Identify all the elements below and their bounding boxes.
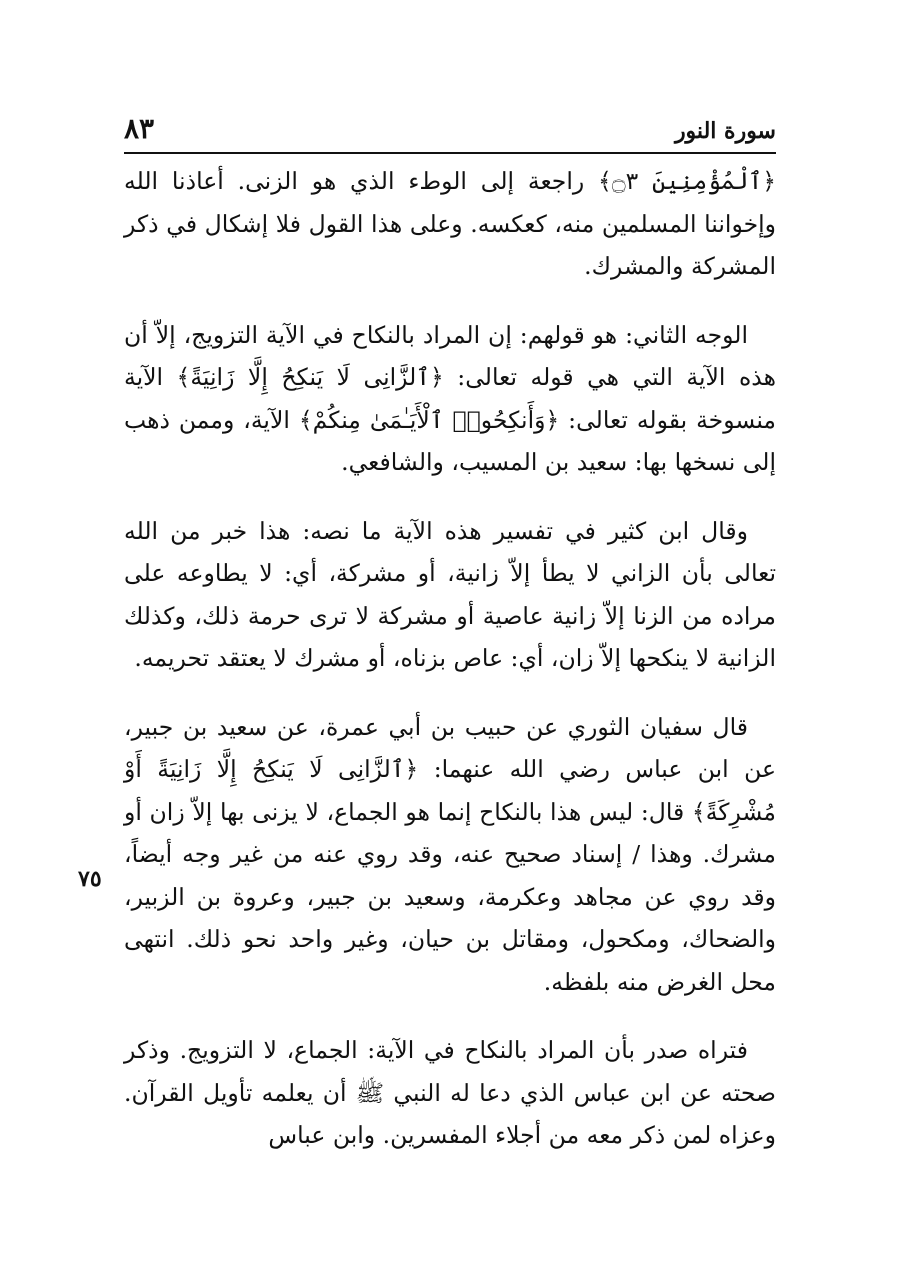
page-header bbox=[124, 108, 776, 152]
margin-manuscript-number: ٧٥ bbox=[78, 866, 102, 892]
page-body bbox=[124, 160, 776, 1157]
paragraph-5: فتراه صدر بأن المراد بالنكاح في الآية: الجماع، لا التزويج. وذكر صحته عن ابن عباس الذي دعا له النبي ﷺ أن يعلمه تأويل القرآن. وعزاه لمن ذكر معه من أجلاء المفسرين. وابن عباس bbox=[124, 1036, 776, 1149]
paragraph-3: وقال ابن كثير في تفسير هذه الآية ما نصه: هذا خبر من الله تعالى بأن الزاني لا يطأ إلاّ زانية، أو مشركة، أي: لا يطاوعه على مراده من الزنا إلاّ زانية عاصية أو مشركة لا ترى حرمة ذلك، وكذلك الزانية لا ينكحها إلاّ زان، أي: عاص بزناه، أو مشرك لا يعتقد تحريمه. bbox=[124, 516, 776, 672]
page-number: ٨٣ bbox=[124, 112, 155, 145]
paragraph-1: ﴿ٱلْمُؤْمِنِينَ ۝٣﴾ راجعة إلى الوطء الذي هو الزنى. أعاذنا الله وإخواننا المسلمين منه، كعكسه. وعلى هذا القول فلا إشكال في ذكر المشركة والمشرك. bbox=[124, 167, 776, 280]
paragraph-2: الوجه الثاني: هو قولهم: إن المراد بالنكاح في الآية التزويج، إلاّ أن هذه الآية التي هي قوله تعالى: ﴿ٱلزَّانِى لَا يَنكِحُ إِلَّا زَانِيَةً﴾ الآية منسوخة بقوله تعالى: ﴿وَأَنكِحُوا۟ ٱلْأَيَـٰمَىٰ مِنكُمْ﴾ الآية، وممن ذهب إلى نسخها بها: سعيد بن المسيب، والشافعي. bbox=[124, 320, 776, 476]
header-rule bbox=[124, 152, 776, 154]
book-page bbox=[78, 108, 776, 1228]
paragraph-4: قال سفيان الثوري عن حبيب بن أبي عمرة، عن سعيد بن جبير، عن ابن عباس رضي الله عنهما: ﴿ٱلزَّانِى لَا يَنكِحُ إِلَّا زَانِيَةً أَوْ مُشْرِكَةً﴾ قال: ليس هذا بالنكاح إنما هو الجماع، لا يزنى بها إلاّ زان أو مشرك. وهذا / إسناد صحيح عنه، وقد روي عنه من غير وجه أيضاً، وقد روي عن مجاهد وعكرمة، وسعيد بن جبير، وعروة بن الزبير، والضحاك، ومكحول، ومقاتل بن حيان، وغير واحد نحو ذلك. انتهى محل الغرض منه بلفظه. bbox=[124, 712, 776, 996]
surah-title: سورة النور bbox=[674, 118, 776, 144]
